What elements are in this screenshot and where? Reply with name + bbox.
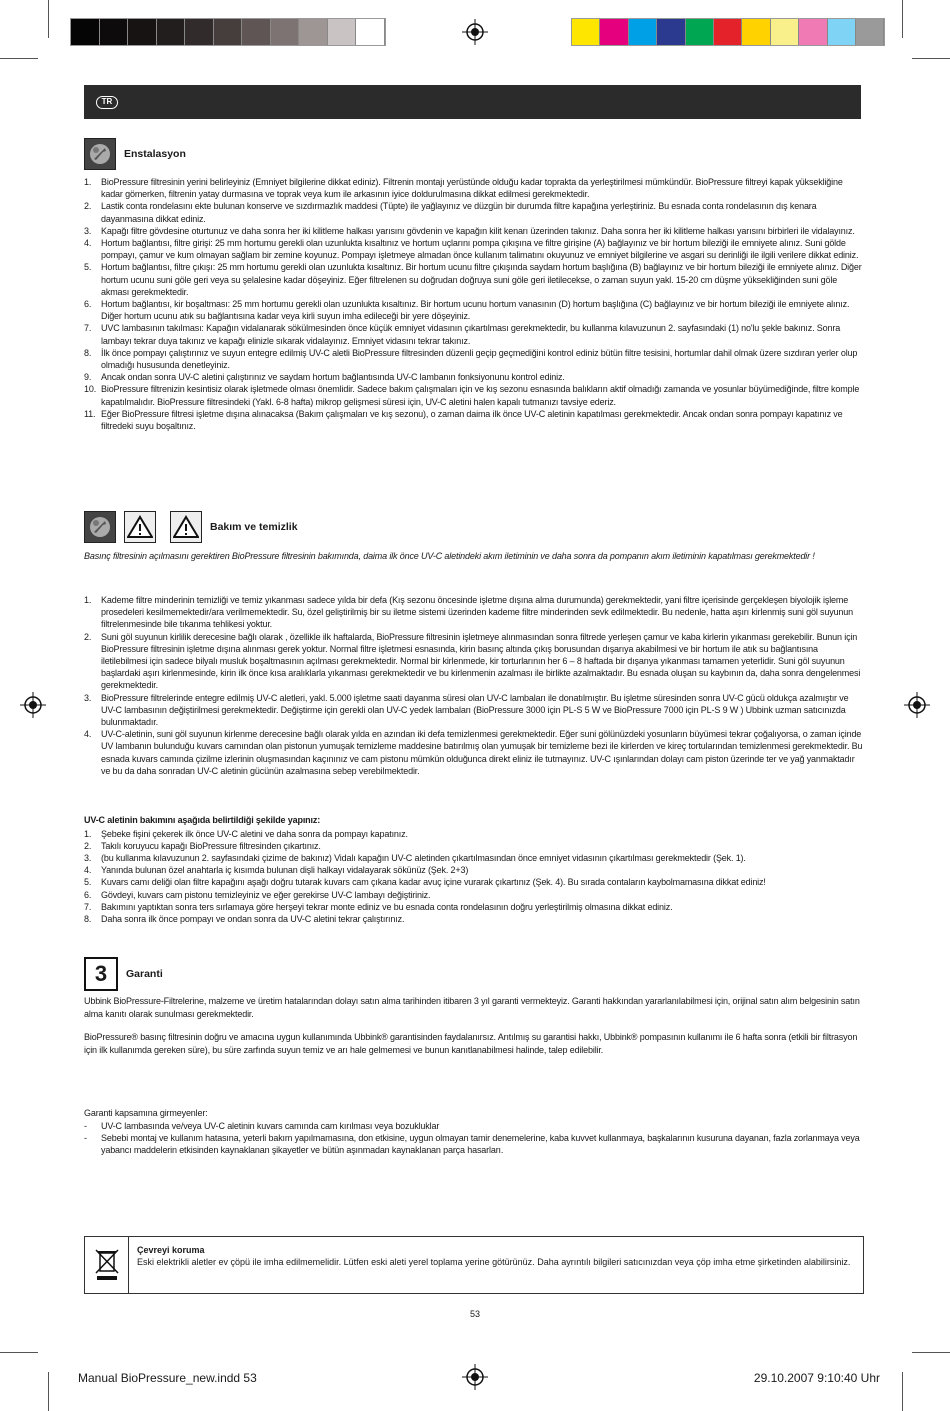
- list-item: [84, 298, 864, 322]
- list-item-text: BioPressure filtrelerinde entegre edilmiş UV-C aletleri, yakl. 5.000 işletme saati dayanma süresi olan UV-C lambaları ile donatılmıştır. Bu işletme süresinden sonra UV-C gücü oldukça azalmıştır ve UV-C lambasının değiştirilmesi gerekmektedir. Değiştirme için gerekli olan UV-C yedek lambaları (BioPressure 3000 için PL-S 5 W ve BioPressure 7000 için PL-S 9 W ) Ubbink uzman satıcınızda bulunmaktadır.: [101, 692, 849, 728]
- list-item-number: 5.: [84, 262, 92, 273]
- warning-icon: [124, 511, 156, 543]
- install-list-container: [84, 176, 864, 432]
- list-item-number: 11.: [84, 408, 96, 419]
- color-swatch: [157, 19, 186, 45]
- list-item-number: 4.: [84, 865, 92, 876]
- uvc-title: UV-C aletinin bakımını aşağıda belirtildiği şekilde yapınız:: [84, 815, 321, 825]
- page-number: 53: [469, 1309, 480, 1319]
- list-item: [84, 852, 864, 864]
- list-item: [84, 1132, 864, 1156]
- process-color-bar: [571, 18, 885, 46]
- language-header-bar: [84, 85, 861, 119]
- crop-mark: [0, 1352, 38, 1353]
- color-swatch: [271, 19, 300, 45]
- list-item: [84, 876, 864, 888]
- list-item-number: 6.: [84, 889, 92, 900]
- tools-icon: [84, 138, 116, 170]
- list-item-text: Hortum bağlantısı, filtre girişi: 25 mm hortumu gerekli olan uzunlukta kısaltınız ve hortum uçlarını pompa çıkışına ve filtre girişine (A) bağlayınız ve bir hortum bileziği ile emniyete alınız. Suni gölde pompayı, çamur ve kum olmayan sağlam bir zemine koyunuz. Pompayı işletmeye almadan önce kullanım talimatını okuyunuz ve emniyet bilgilerine ve asgari su derinliği ile ilgili verilere dikkat ediniz.: [101, 238, 859, 261]
- color-swatch: [657, 19, 685, 45]
- color-swatch: [572, 19, 600, 45]
- list-item-number: 1.: [84, 595, 92, 605]
- list-item-number: 9.: [84, 372, 92, 383]
- warranty-paragraph-2: BioPressure® basınç filtresinin doğru ve amacına uygun kullanımında Ubbink® garantisinden faydalanırsız. Arıtılmış su garantisi hakkı, Ubbink® pompasının kullanımı ile 6 hafta sonra (etkili bir filtrasyon için ilk kullanımda gereken süre), bu süre zarfında suyun temiz ve arı hale gelmemesi ve bunun kanıtlanabilmesi halinde, talep edilebilir.: [84, 1032, 858, 1055]
- list-item-text: Ancak ondan sonra UV-C aletini çalıştırınız ve saydam hortum bağlantısında UV-C lambanın fonksiyonunu kontrol ediniz.: [101, 372, 565, 383]
- color-swatch: [856, 19, 884, 45]
- list-item: [84, 631, 864, 692]
- list-item-number: 2.: [84, 840, 92, 851]
- crop-mark: [48, 0, 49, 38]
- list-item-text: Sebebi montaj ve kullanım hatasına, yeterli bakım yapılmamasına, don etkisine, uygun olmayan tamir denemelerine, kaba kuvvet kullanmaya, başkalarının kusuruna dayanan, fazla zorlanmaya veya yabancı maddelerin etkisinden kaynaklanan şikayetler ve bütün aşınmadan kaynaklanan parça hasarları.: [101, 1132, 860, 1155]
- environment-text-block: [129, 1237, 858, 1293]
- color-swatch: [686, 19, 714, 45]
- list-item: [84, 594, 864, 631]
- color-swatch: [242, 19, 271, 45]
- color-swatch: [299, 19, 328, 45]
- list-item-text: Gövdeyi, kuvars cam pistonu temizleyiniz ve eğer gerekirse UV-C lambayı değiştiriniz.: [101, 889, 431, 900]
- list-item-text: BioPressure filtrenizin kesintisiz olarak işletmede olması önemlidir. Sadece bakım çalışmaları için ve kış sezonu esnasında balıkların aktif olmadığı zamanda ve yosunlar büyümediğinde, filtre komple kapatılmalıdır. BioPressure filtresindeki (Yakl. 6-8 hafta) mikrop gelişmesi süresi için, UV-C aletini halen kapalı tutmanızı tavsiye ederiz.: [101, 384, 860, 407]
- section-number-badge: 3: [84, 957, 118, 991]
- list-item-text: Takılı koruyucu kapağı BioPressure filtresinden çıkartınız.: [101, 840, 321, 851]
- list-item-text: (bu kullanma kılavuzunun 2. sayfasındaki çizime de bakınız) Vidalı kapağın UV-C aletinden çıkartılmasından önce emniyet vidasının çıkartılması gerekmektedir (Şek. 1).: [101, 852, 746, 863]
- warranty-exclusions-list: [84, 1120, 864, 1157]
- color-swatch: [714, 19, 742, 45]
- uvc-container: [84, 814, 864, 925]
- list-item: [84, 408, 864, 432]
- crop-mark: [48, 1372, 49, 1411]
- crop-mark: [902, 0, 903, 38]
- list-item-text: Lastik conta rondelasını ekte bulunan konserve ve sızdırmazlık maddesi (Tüpte) ile yağlayınız ve düzgün bir durumda filtre kapağına yerleştiriniz. Bu esnada conta rondelasının dış kenara dayanmasına dikkat ediniz.: [101, 201, 817, 224]
- list-item: [84, 237, 864, 261]
- list-item-number: 7.: [84, 323, 92, 334]
- color-swatch: [128, 19, 157, 45]
- crop-mark: [912, 58, 950, 59]
- list-item-text: Hortum bağlantısı, filtre çıkışı: 25 mm hortumu gerekli olan uzunlukta kısaltınız. Bir hortum ucunu filtre çıkışında saydam hortum başlığına (B) bağlayınız ve bir hortum bileziği ile emniyete alınız. Diğer hortum ucunu suni göle geri veya su şelalesine kadar döşeyiniz. Eğer filtrelenen su doğrudan doğruya suni göle geri iletilecekse, o zaman suyun yakl. 15-20 cm düşme yüksekliğinden suni göle akması gerekmektedir.: [101, 262, 862, 297]
- list-item-text: Daha sonra ilk önce pompayı ve ondan sonra da UV-C aletini tekrar çalıştırınız.: [101, 913, 405, 924]
- list-item: [84, 840, 864, 852]
- list-item-text: UV-C lambasında ve/veya UV-C aletinin kuvars camında cam kırılması veya bozukluklar: [101, 1120, 440, 1131]
- list-item-text: Eğer BioPressure filtresi işletme dışına alınacaksa (Bakım çalışmaları ve kış sezonu), o zaman daima ilk önce UV-C aletinin kapatılması gerekmektedir. Ancak ondan sonra pompayı kapatınız ve filtredeki suyu boşaltınız.: [101, 408, 843, 432]
- footer-file-info: Manual BioPressure_new.indd 53: [78, 1371, 257, 1385]
- grayscale-color-bar: [70, 18, 386, 46]
- list-item-number: 3.: [84, 852, 92, 863]
- maint-section-header: [84, 511, 298, 543]
- list-item-number: 6.: [84, 299, 92, 310]
- list-item-number: -: [84, 1120, 87, 1131]
- language-badge: TR: [96, 96, 118, 109]
- tools-icon: [84, 511, 116, 543]
- list-item: [84, 322, 864, 346]
- list-item: [84, 225, 864, 237]
- list-item-number: 3.: [84, 225, 92, 236]
- color-swatch: [100, 19, 129, 45]
- warranty-exclusions-title: Garanti kapsamına girmeyenler:: [84, 1108, 208, 1118]
- environment-title: Çevreyi koruma: [137, 1245, 205, 1255]
- warranty-exclusions: [84, 1107, 864, 1156]
- list-item-text: Yanında bulunan özel anahtarla iç kısımda bulunan dişli halkayı vidalayarak sökünüz (Şek. 2+3): [101, 865, 469, 876]
- list-item-number: 5.: [84, 877, 92, 888]
- color-swatch: [71, 19, 100, 45]
- maint-intro-container: [84, 550, 864, 563]
- warranty-title: Garanti: [126, 968, 163, 980]
- color-swatch: [600, 19, 628, 45]
- list-item-number: 8.: [84, 347, 92, 358]
- list-item: [84, 371, 864, 383]
- color-swatch: [629, 19, 657, 45]
- list-item-text: Şebeke fişini çekerek ilk önce UV-C aletini ve daha sonra da pompayı kapatınız.: [101, 828, 408, 839]
- list-item-number: 4.: [84, 729, 92, 740]
- color-swatch: [328, 19, 357, 45]
- install-list: [84, 176, 864, 432]
- list-item-number: -: [84, 1132, 87, 1143]
- crossed-bin-icon: [85, 1237, 129, 1293]
- color-swatch: [742, 19, 770, 45]
- list-item-text: Kuvars camı deliği olan filtre kapağını aşağı doğru tutarak kuvars cam çıkana kadar avuç içine vurarak çıkartınız (Şek. 4). Bu sırada contaların kaybolmamasına dikkat ediniz!: [101, 877, 766, 888]
- list-item-number: 10.: [84, 384, 97, 395]
- footer-date: 29.10.2007 9:10:40 Uhr: [753, 1371, 880, 1385]
- list-item-number: 1.: [84, 828, 92, 839]
- list-item-number: 2.: [84, 201, 92, 212]
- list-item: [84, 828, 864, 840]
- warranty-body: [84, 995, 864, 1056]
- list-item: [84, 261, 864, 298]
- crop-mark: [0, 58, 38, 59]
- list-item: [84, 889, 864, 901]
- environment-text: Eski elektrikli aletler ev çöpü ile imha edilmemelidir. Lütfen eski aleti yerel toplama yerine götürünüz. Daha ayrıntılı bilgileri satıcınızdan veya çöp imha etme şirketinden alabilirsiniz.: [137, 1257, 851, 1267]
- list-item: [84, 1120, 864, 1132]
- list-item: [84, 383, 864, 407]
- warranty-section-header: [84, 957, 163, 991]
- list-item: [84, 692, 864, 729]
- list-item: [84, 901, 864, 913]
- list-item-number: 7.: [84, 901, 92, 912]
- list-item-number: 8.: [84, 913, 92, 924]
- list-item: [84, 913, 864, 925]
- warranty-paragraph-1: Ubbink BioPressure-Filtrelerine, malzeme ve üretim hatalarından dolayı satın alma tarihinden itibaren 3 yıl garanti vermekteyiz. Garanti hakkından yararlanılabilmesi için, orijinal satın alım belgesinin satın alma kanıtı olarak sunulması gerekmektedir.: [84, 996, 860, 1019]
- color-swatch: [828, 19, 856, 45]
- list-item-text: Suni göl suyunun kirlilik derecesine bağlı olarak , özellikle ilk haftalarda, BioPressure filtresinin işletmeye alınmasından sonra filtrede yerleşen çamur ve kaba kirlerin yıkanması gerekebilir. Bunun için BioPressure filtresinin işletme dışına alınması gerek yoktur. Normal filtre işletmesi esnasında, kirin basınç altında çıkış borusundan dışarıya akabilmesi ve bir hortum ile atık su bağlantısına iletilebilmesi için sadece bilyalı musluk boşaltmasının açılması gerekmektedir. Normal bir kirlenmede, kir torturlarının her 6 – 8 haftada bir dışarıya yıkanması tamamen yeterlidir. Suni göl suyunun başlardaki aşırı kirlenmesinde, kirin ilk önce kısa aralıklarla yıkanması gerekmektedir ve bu kirlenmenin azalması ile birlikte azalmaktadır. Bu esnada oluşan su kaybının da, daha sonra dengelenmesi gerekmektedir.: [101, 631, 861, 691]
- install-section-header: [84, 138, 186, 170]
- list-item-text: BioPressure filtresinin yerini belirleyiniz (Emniyet bilgilerine dikkat ediniz). Filtrenin montajı yerüstünde olduğu kadar toprakta da yerleştirilmesi mümkündür. BioPressure filtreyi kapak yüksekliğine kadar gömerken, filtrenin yatay durmasına ve toprak veya kum ile arkasının iyice doldurulmasına dikkat edilmesi gerekmektedir.: [101, 177, 843, 200]
- list-item-text: Bakımını yaptıktan sonra ters sırlamaya göre herşeyi tekrar monte ediniz ve bu esnada conta rondelasının doğru yerleştirilmiş olmasına dikkat ediniz.: [101, 901, 673, 912]
- color-swatch: [185, 19, 214, 45]
- uvc-list: [84, 828, 864, 926]
- registration-mark-icon: [20, 692, 46, 718]
- list-item: [84, 200, 864, 224]
- list-item: [84, 347, 864, 371]
- color-swatch: [214, 19, 243, 45]
- warning-icon: [170, 511, 202, 543]
- list-item: [84, 176, 864, 200]
- list-item: [84, 728, 864, 777]
- registration-mark-icon: [462, 1364, 488, 1390]
- crop-mark: [912, 1352, 950, 1353]
- list-item-text: UVC lambasının takılması: Kapağın vidalanarak sökülmesinden önce küçük emniyet vidasının çıkartılması gerekmektedir, bu kullanma kılavuzunun 2. sayfasındaki (1) no'lu şekle bakınız. Sonra lambayı tekrar duya takınız ve kapağı elinizle sıkarak vidalayınız. Emniyet vidasını tekrar takınız.: [101, 323, 841, 346]
- list-item-text: UV-C-aletinin, suni göl suyunun kirlenme derecesine bağlı olarak yılda en azından iki defa temizlenmesi gerekmektedir. Eğer suni gölünüzdeki yosunların büyümesi tekrar çoğalıyorsa, o zaman içinde UV lambanın bulunduğu kuvars camından olan pistonun yumuşak temizleme maddesine batırılmış olan yumuşak bir temizleme bezi ile kirlerden ve kireç tortularından temizlenmesi gerekmektedir. Bu esnada kuvars camında çizilme izlerinin oluşmasından kaçınınız ve cam pistonu mümkün olduğunca direkt eliniz ile tutmayınız. UV-C ışınlarından dolayı cam piston üzerinde ter ve yağ yanmaktadır ve bu da daha sonradan UV-C aletinin gücünün azalmasına sebep verebilmektedir.: [101, 729, 863, 776]
- list-item: [84, 864, 864, 876]
- environment-notice: [84, 1236, 864, 1294]
- maint-list-container: [84, 594, 864, 777]
- crop-mark: [902, 1372, 903, 1411]
- color-swatch: [771, 19, 799, 45]
- list-item-number: 2.: [84, 631, 92, 642]
- list-item-text: Kademe filtre minderinin temizliği ve temiz yıkanması sadece yılda bir defa (Kış sezonu öncesinde işletme dışına alma durumunda) gerekmektedir, yani filtre içerisinde gerçekleşen biyolojik işleme prosedeleri kesilmemektedir/ara verilmemektedir. Su, özel geliştirilmiş bir su iletme sistemi üzerinden kademe filtre minderinden sevk edilmektedir. Bu nedenle, hatta aşırı kirlenmiş suni göl suyunun filtrelenmesinde bile tıkanma tehlikesi yoktur.: [101, 595, 853, 630]
- maint-intro: Basınç filtresinin açılmasını gerektiren BioPressure filtresinin bakımında, daima ilk önce UV-C aletindeki akım iletiminin ve daha sonra da pompanın akım iletiminin kapatılması gerekmektedir !: [84, 551, 815, 561]
- registration-mark-icon: [904, 692, 930, 718]
- color-swatch: [799, 19, 827, 45]
- maint-title: Bakım ve temizlik: [210, 521, 298, 533]
- list-item-text: İlk önce pompayı çalıştırınız ve suyun entegre edilmiş UV-C aletli BioPressure filtresinden düzenli geçip geçmediğini kontrol ediniz bütün filtre tesisini, hortumlar dahil olmak üzere sızdıran yerler olup olmadığı hususunda denetleyiniz.: [101, 347, 858, 371]
- list-item-text: Hortum bağlantısı, kir boşaltması: 25 mm hortumu gerekli olan uzunlukta kısaltınız. Bir hortum ucunu hortum vanasının (D) hortum başlığına (C) bağlayınız ve bir hortum bileziği ile emniyete alınız. Diğer hortum ucunu atık su bağlantısına kadar veya kirli suyun imha edileceği bir yere döşeyiniz.: [101, 299, 850, 322]
- color-swatch: [356, 19, 385, 45]
- list-item-number: 3.: [84, 692, 92, 703]
- maint-list: [84, 594, 864, 777]
- registration-mark-icon: [462, 19, 488, 45]
- list-item-text: Kapağı filtre gövdesine oturtunuz ve daha sonra her iki kilitleme halkası yarısını gövdenin ve kapağın kilit kenarı üzerinden takınız. Daha sonra her iki kilitleme halkası yarısını birbirleri ile vidalayınız.: [101, 225, 855, 236]
- install-title: Enstalasyon: [124, 148, 186, 160]
- list-item-number: 4.: [84, 238, 92, 249]
- list-item-number: 1.: [84, 177, 92, 187]
